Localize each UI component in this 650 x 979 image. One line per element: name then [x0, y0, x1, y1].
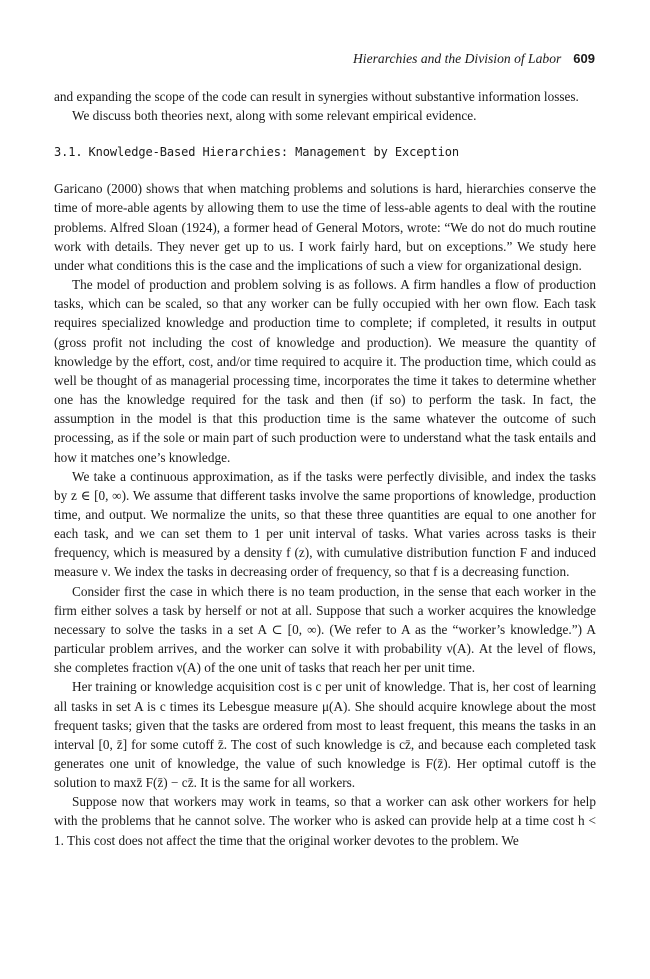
paragraph: Her training or knowledge acquisition cost is c per unit of knowledge. That is, her cost of learning all tasks in set A is c times its Lebesgue measure μ(A). She should acquire knowlege about the most frequent tasks; given that the tasks are ordered from most to least frequent, this means the tasks in an interval [0, z̄] for some cutoff z̄. The cost of such knowledge is cz̄, and because each completed task generates one unit of knowledge, the value of such knowledge is F(z̄). Her optimal cutoff is the solution to maxz̄ F(z̄) − cz̄. It is the same for all workers. — [54, 679, 596, 791]
section-number: 3.1. — [54, 145, 83, 160]
running-head-title: Hierarchies and the Division of Labor — [352, 51, 562, 66]
paragraph: Garicano (2000) shows that when matching problems and solutions is hard, hierarchies conserve the time of more-able agents by allowing them to use the time of less-able agents to deal with the routine problems. Alfred Sloan (1924), a former head of General Motors, wrote: “We do not do much routine work with details. They never get up to us. I work fairly hard, but on exceptions.” We study here under what conditions this is the case and the implications of such a view for organizational design. — [54, 181, 596, 273]
paragraph-continued: and expanding the scope of the code can result in synergies without substantive information losses. — [54, 89, 579, 104]
paragraph: Suppose now that workers may work in teams, so that a worker can ask other workers for help with the problems that he cannot solve. The worker who is asked can provide help at a time cost h < 1. This cost does not affect the time that the original worker devotes to the problem. We — [54, 794, 596, 848]
running-head — [353, 49, 595, 69]
paragraph: We discuss both theories next, along with some relevant empirical evidence. — [72, 108, 477, 124]
section-title: Knowledge-Based Hierarchies: Management by Exception — [88, 145, 459, 160]
paragraph: The model of production and problem solving is as follows. A firm handles a flow of production tasks, which can be scaled, so that any worker can be fully occupied with her own flow. Each task requires specialized knowledge and production time to complete; if completed, it results in output (gross profit not including the cost of knowledge and production). We measure the quantity of knowledge by the effort, cost, and/or time required to acquire it. The production time, which could as well be thought of as managerial processing time, incorporates the time it takes to determine whether one has the knowledge required for the task and then (if so) to perform the task. In fact, the assumption in the model is that this production time is the same whatever the outcome of such processing, as if the sole or main part of such production were to understand what the task entails and how it matches one’s knowledge. — [54, 277, 596, 465]
paragraph: We take a continuous approximation, as if the tasks were perfectly divisible, and index the tasks by z ∈ [0, ∞). We assume that different tasks involve the same proportions of knowledge, production time, and output. We normalize the units, so that these three quantities are equal to one another for each task, and we can set them to 1 per unit interval of tasks. What varies across tasks is their frequency, which is measured by a density f (z), with cumulative distribution function F and induced measure ν. We index the tasks in decreasing order of frequency, so that f is a decreasing function. — [54, 468, 596, 580]
section-heading — [54, 144, 596, 161]
body-text — [54, 87, 596, 850]
paragraph: Consider first the case in which there is no team production, in the sense that each worker in the firm either solves a task by herself or not at all. Suppose that such a worker acquires the knowledge necessary to solve the tasks in a set A ⊂ [0, ∞). (We refer to A as the “worker’s knowledge.”) A particular problem arrives, and the worker can solve it with probability ν(A). At the level of flows, she completes fraction ν(A) of the one unit of tasks that reach her per unit time. — [54, 583, 596, 676]
page-number: 609 — [573, 51, 595, 66]
